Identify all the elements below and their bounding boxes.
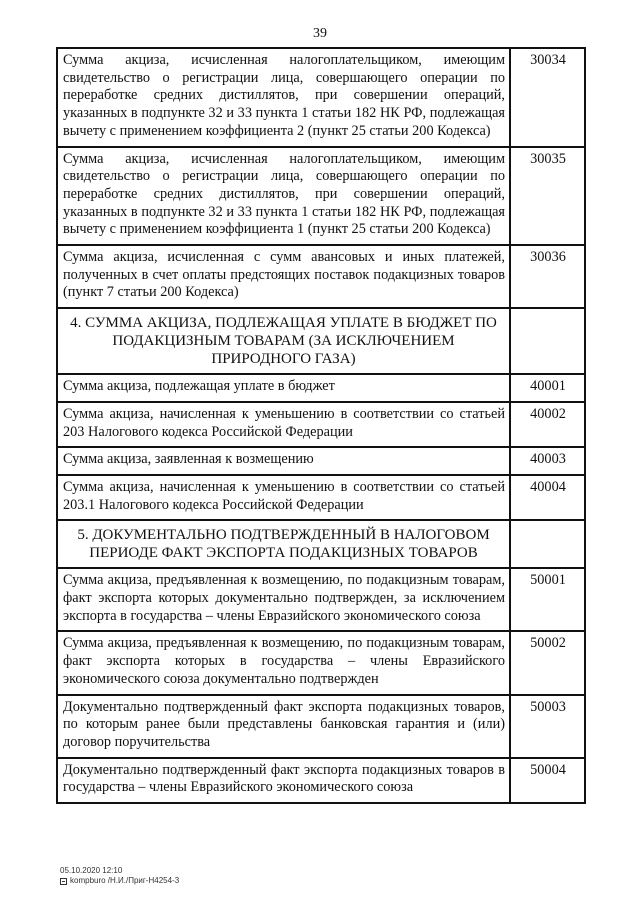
row-code: 30034 [510, 48, 585, 147]
empty-code-cell [510, 308, 585, 374]
row-code: 50003 [510, 695, 585, 758]
table-row [57, 695, 585, 758]
table-row [57, 758, 585, 803]
table-row [57, 402, 585, 447]
row-code: 50002 [510, 631, 585, 694]
section-heading: 4. СУММА АКЦИЗА, ПОДЛЕЖАЩАЯ УПЛАТЕ В БЮДЖЕТ ПО ПОДАКЦИЗНЫМ ТОВАРАМ (ЗА ИСКЛЮЧЕНИЕМ ПРИРОДНОГО ГАЗА) [57, 308, 510, 374]
row-description: Сумма акциза, начисленная к уменьшению в соответствии со статьей 203.1 Налогового кодекса Российской Федерации [57, 475, 510, 520]
table-row [57, 631, 585, 694]
row-description: Документально подтвержденный факт экспорта подакцизных товаров, по которым ранее были представлены банковская гарантия и (или) договор поручительства [57, 695, 510, 758]
table-row [57, 48, 585, 147]
row-description: Сумма акциза, предъявленная к возмещению, по подакцизным товарам, факт экспорта которых документально подтвержден, за исключением экспорта в государства – члены Евразийского экономического союза [57, 568, 510, 631]
table-row [57, 147, 585, 246]
print-timestamp: 05.10.2020 12:10 [60, 866, 123, 875]
page-number: 39 [313, 26, 327, 41]
row-description: Сумма акциза, подлежащая уплате в бюджет [57, 374, 510, 402]
row-code: 40002 [510, 402, 585, 447]
row-description: Сумма акциза, предъявленная к возмещению, по подакцизным товарам, факт экспорта которых в государства – члены Евразийского экономического союза документально подтвержден [57, 631, 510, 694]
row-description: Сумма акциза, начисленная к уменьшению в соответствии со статьей 203 Налогового кодекса Российской Федерации [57, 402, 510, 447]
file-icon [60, 878, 67, 885]
file-reference [60, 876, 179, 886]
section-header-row [57, 520, 585, 568]
file-label: kompburo /Н.И./Приг-Н4254-3 [70, 876, 180, 885]
table-row [57, 447, 585, 475]
row-description: Сумма акциза, исчисленная с сумм авансовых и иных платежей, полученных в счет оплаты предстоящих поставок подакцизных товаров (пункт 7 статьи 200 Кодекса) [57, 245, 510, 308]
table-row [57, 245, 585, 308]
row-description: Сумма акциза, заявленная к возмещению [57, 447, 510, 475]
codes-table [56, 47, 586, 804]
table-row [57, 568, 585, 631]
print-footer [60, 866, 179, 886]
row-description: Сумма акциза, исчисленная налогоплательщиком, имеющим свидетельство о регистрации лица, совершающего операции по переработке средних дистиллятов, при совершении операций, указанных в подпункте 32 и 33 пункта 1 статьи 182 НК РФ, подлежащая вычету с применением коэффициента 2 (пункт 25 статьи 200 Кодекса) [57, 48, 510, 147]
section-header-row [57, 308, 585, 374]
row-code: 40003 [510, 447, 585, 475]
empty-code-cell [510, 520, 585, 568]
row-description: Сумма акциза, исчисленная налогоплательщиком, имеющим свидетельство о регистрации лица, совершающего операции по переработке средних дистиллятов, при совершении операций, указанных в подпункте 32 и 33 пункта 1 статьи 182 НК РФ, подлежащая вычету с применением коэффициента 1 (пункт 25 статьи 200 Кодекса) [57, 147, 510, 246]
row-description: Документально подтвержденный факт экспорта подакцизных товаров в государства – члены Евразийского экономического союза [57, 758, 510, 803]
row-code: 30036 [510, 245, 585, 308]
row-code: 50001 [510, 568, 585, 631]
table-row [57, 374, 585, 402]
table-row [57, 475, 585, 520]
row-code: 40004 [510, 475, 585, 520]
row-code: 30035 [510, 147, 585, 246]
section-heading: 5. ДОКУМЕНТАЛЬНО ПОДТВЕРЖДЕННЫЙ В НАЛОГОВОМ ПЕРИОДЕ ФАКТ ЭКСПОРТА ПОДАКЦИЗНЫХ ТОВАРОВ [57, 520, 510, 568]
row-code: 40001 [510, 374, 585, 402]
row-code: 50004 [510, 758, 585, 803]
